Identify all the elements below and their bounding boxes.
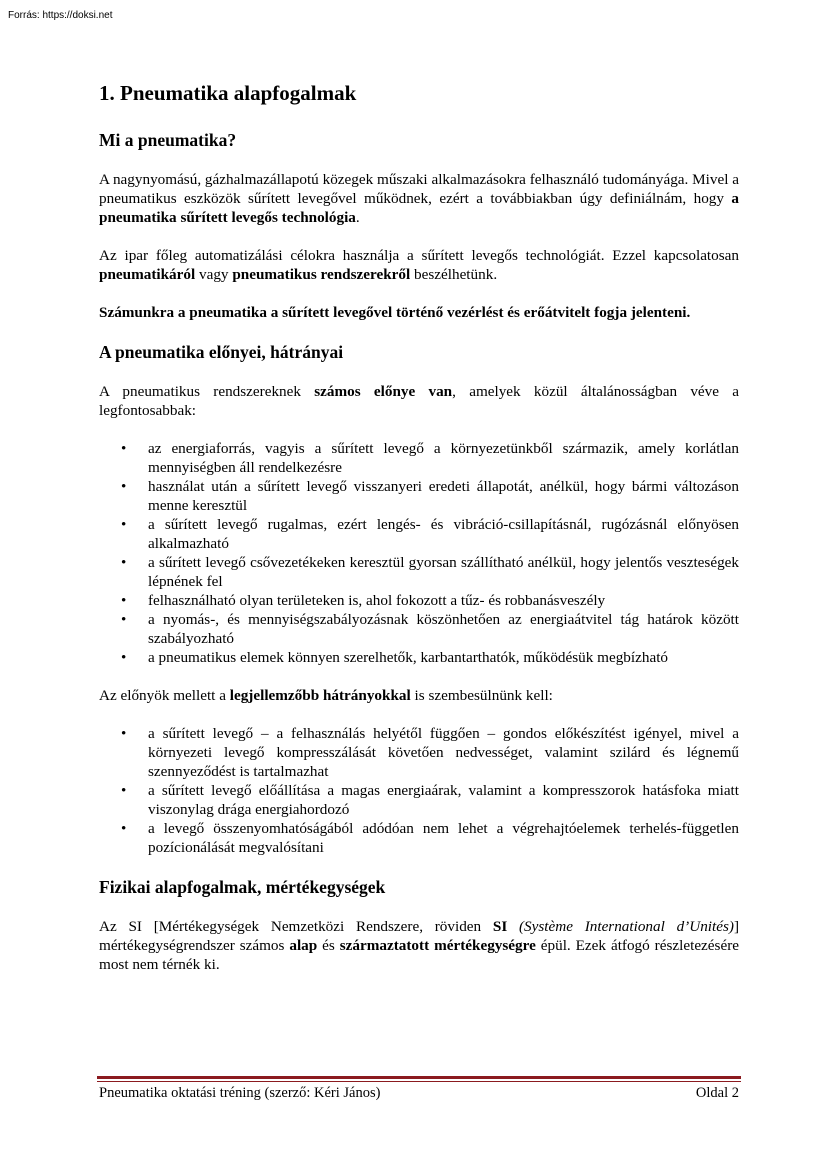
text-run: is szembesülnünk kell:	[410, 687, 553, 704]
bold-text-run: Számunkra a pneumatika a sűrített levegővel történő vezérlést és erőátvitelt fogja jelenteni.	[99, 304, 691, 321]
bold-text-run: SI	[492, 918, 508, 935]
list-item: • a sűrített levegő előállítása a magas energiaárak, valamint a kompresszorok hatásfoka miatt viszonylag drága energiahordozó	[148, 781, 739, 819]
text-run: ] mértékegységrendszer számos	[99, 918, 740, 954]
page-number: Oldal 2	[695, 1085, 739, 1101]
bold-text-run: pneumatikus rendszerekről	[232, 266, 411, 283]
text-run: beszélhetünk.	[410, 266, 498, 283]
list-item: • használat után a sűrített levegő visszanyeri eredeti állapotát, anélkül, hogy bármi változáson menne keresztül	[148, 477, 739, 515]
list-item: • az energiaforrás, vagyis a sűrített levegő a környezetünkből származik, amely korlátlan mennyiségben áll rendelkezésre	[148, 439, 739, 477]
text-run: épül. Ezek átfogó részletezésére most nem térnék ki.	[99, 937, 739, 973]
italic-text-run: (Système International d’Unités)	[518, 918, 734, 935]
paragraph-advantages-intro	[99, 382, 739, 420]
section-heading-physics: Fizikai alapfogalmak, mértékegységek	[99, 877, 386, 897]
footer-author: Pneumatika oktatási tréning (szerző: Kéri János)	[99, 1085, 381, 1101]
text-run: és	[317, 937, 340, 954]
bold-text-run: származtatott mértékegységre	[339, 937, 536, 954]
text-run	[507, 918, 519, 935]
list-item: • felhasználható olyan területeken is, ahol fokozott a tűz- és robbanásveszély	[148, 591, 739, 610]
bold-text-run: számos előnye van	[314, 383, 453, 400]
paragraph-industry	[99, 246, 739, 284]
text-run: .	[355, 209, 360, 226]
list-item: • a sűrített levegő – a felhasználás helyétől függően – gondos előkészítést igényel, mivel a környezeti levegő kompresszálását követően nedvességet, valamint szilárd és légnemű szennyeződést is tartalmazhat	[148, 724, 739, 781]
advantages-list	[99, 439, 739, 667]
source-label: Forrás: https://doksi.net	[8, 10, 113, 21]
text-run: vagy	[195, 266, 233, 283]
disadvantages-list	[99, 724, 739, 857]
text-run: A pneumatikus rendszereknek	[99, 383, 315, 400]
text-run: A nagynyomású, gázhalmazállapotú közegek műszaki alkalmazásokra felhasználó tudományága. Mivel a pneumatikus eszközök sűrített levegővel működnek, ezért a továbbiakban úgy definiálnám, hogy	[99, 171, 739, 207]
text-run: , amelyek közül általánosságban véve a legfontosabbak:	[99, 383, 739, 419]
section-heading-what-is: Mi a pneumatika?	[99, 130, 237, 150]
bold-text-run: legjellemzőbb hátrányokkal	[229, 687, 411, 704]
text-run: Az ipar főleg automatizálási célokra használja a sűrített levegős technológiát. Ezzel kapcsolatosan	[99, 247, 739, 264]
bold-text-run: alap	[289, 937, 318, 954]
paragraph-definition	[99, 170, 739, 227]
footer-divider	[97, 1076, 741, 1079]
page-title: 1. Pneumatika alapfogalmak	[99, 81, 357, 105]
footer-divider-thin	[97, 1081, 741, 1082]
list-item: • a nyomás-, és mennyiségszabályozásnak köszönhetően az energiaátvitel tág határok között szabályozható	[148, 610, 739, 648]
page-content	[99, 80, 739, 993]
paragraph-meaning	[99, 303, 739, 322]
list-item: • a sűrített levegő csővezetékeken keresztül gyorsan szállítható anélkül, hogy jelentős veszteségek lépnének fel	[148, 553, 739, 591]
list-item: • a pneumatikus elemek könnyen szerelhetők, karbantarthatók, működésük megbízható	[148, 648, 739, 667]
text-run: Az SI [Mértékegységek Nemzetközi Rendszere, röviden	[99, 918, 493, 935]
paragraph-si	[99, 917, 739, 974]
list-item: • a levegő összenyomhatóságából adódóan nem lehet a végrehajtóelemek terhelés-független pozícionálását megvalósítani	[148, 819, 739, 857]
text-run: Az előnyök mellett a	[99, 687, 230, 704]
paragraph-disadvantages-intro	[99, 686, 739, 705]
section-heading-pros-cons: A pneumatika előnyei, hátrányai	[99, 342, 344, 362]
bold-text-run: pneumatikáról	[99, 266, 196, 283]
bold-text-run: a pneumatika sűrített levegős technológia	[99, 190, 739, 226]
list-item: • a sűrített levegő rugalmas, ezért lengés- és vibráció-csillapításnál, rugózásnál előnyösen alkalmazható	[148, 515, 739, 553]
